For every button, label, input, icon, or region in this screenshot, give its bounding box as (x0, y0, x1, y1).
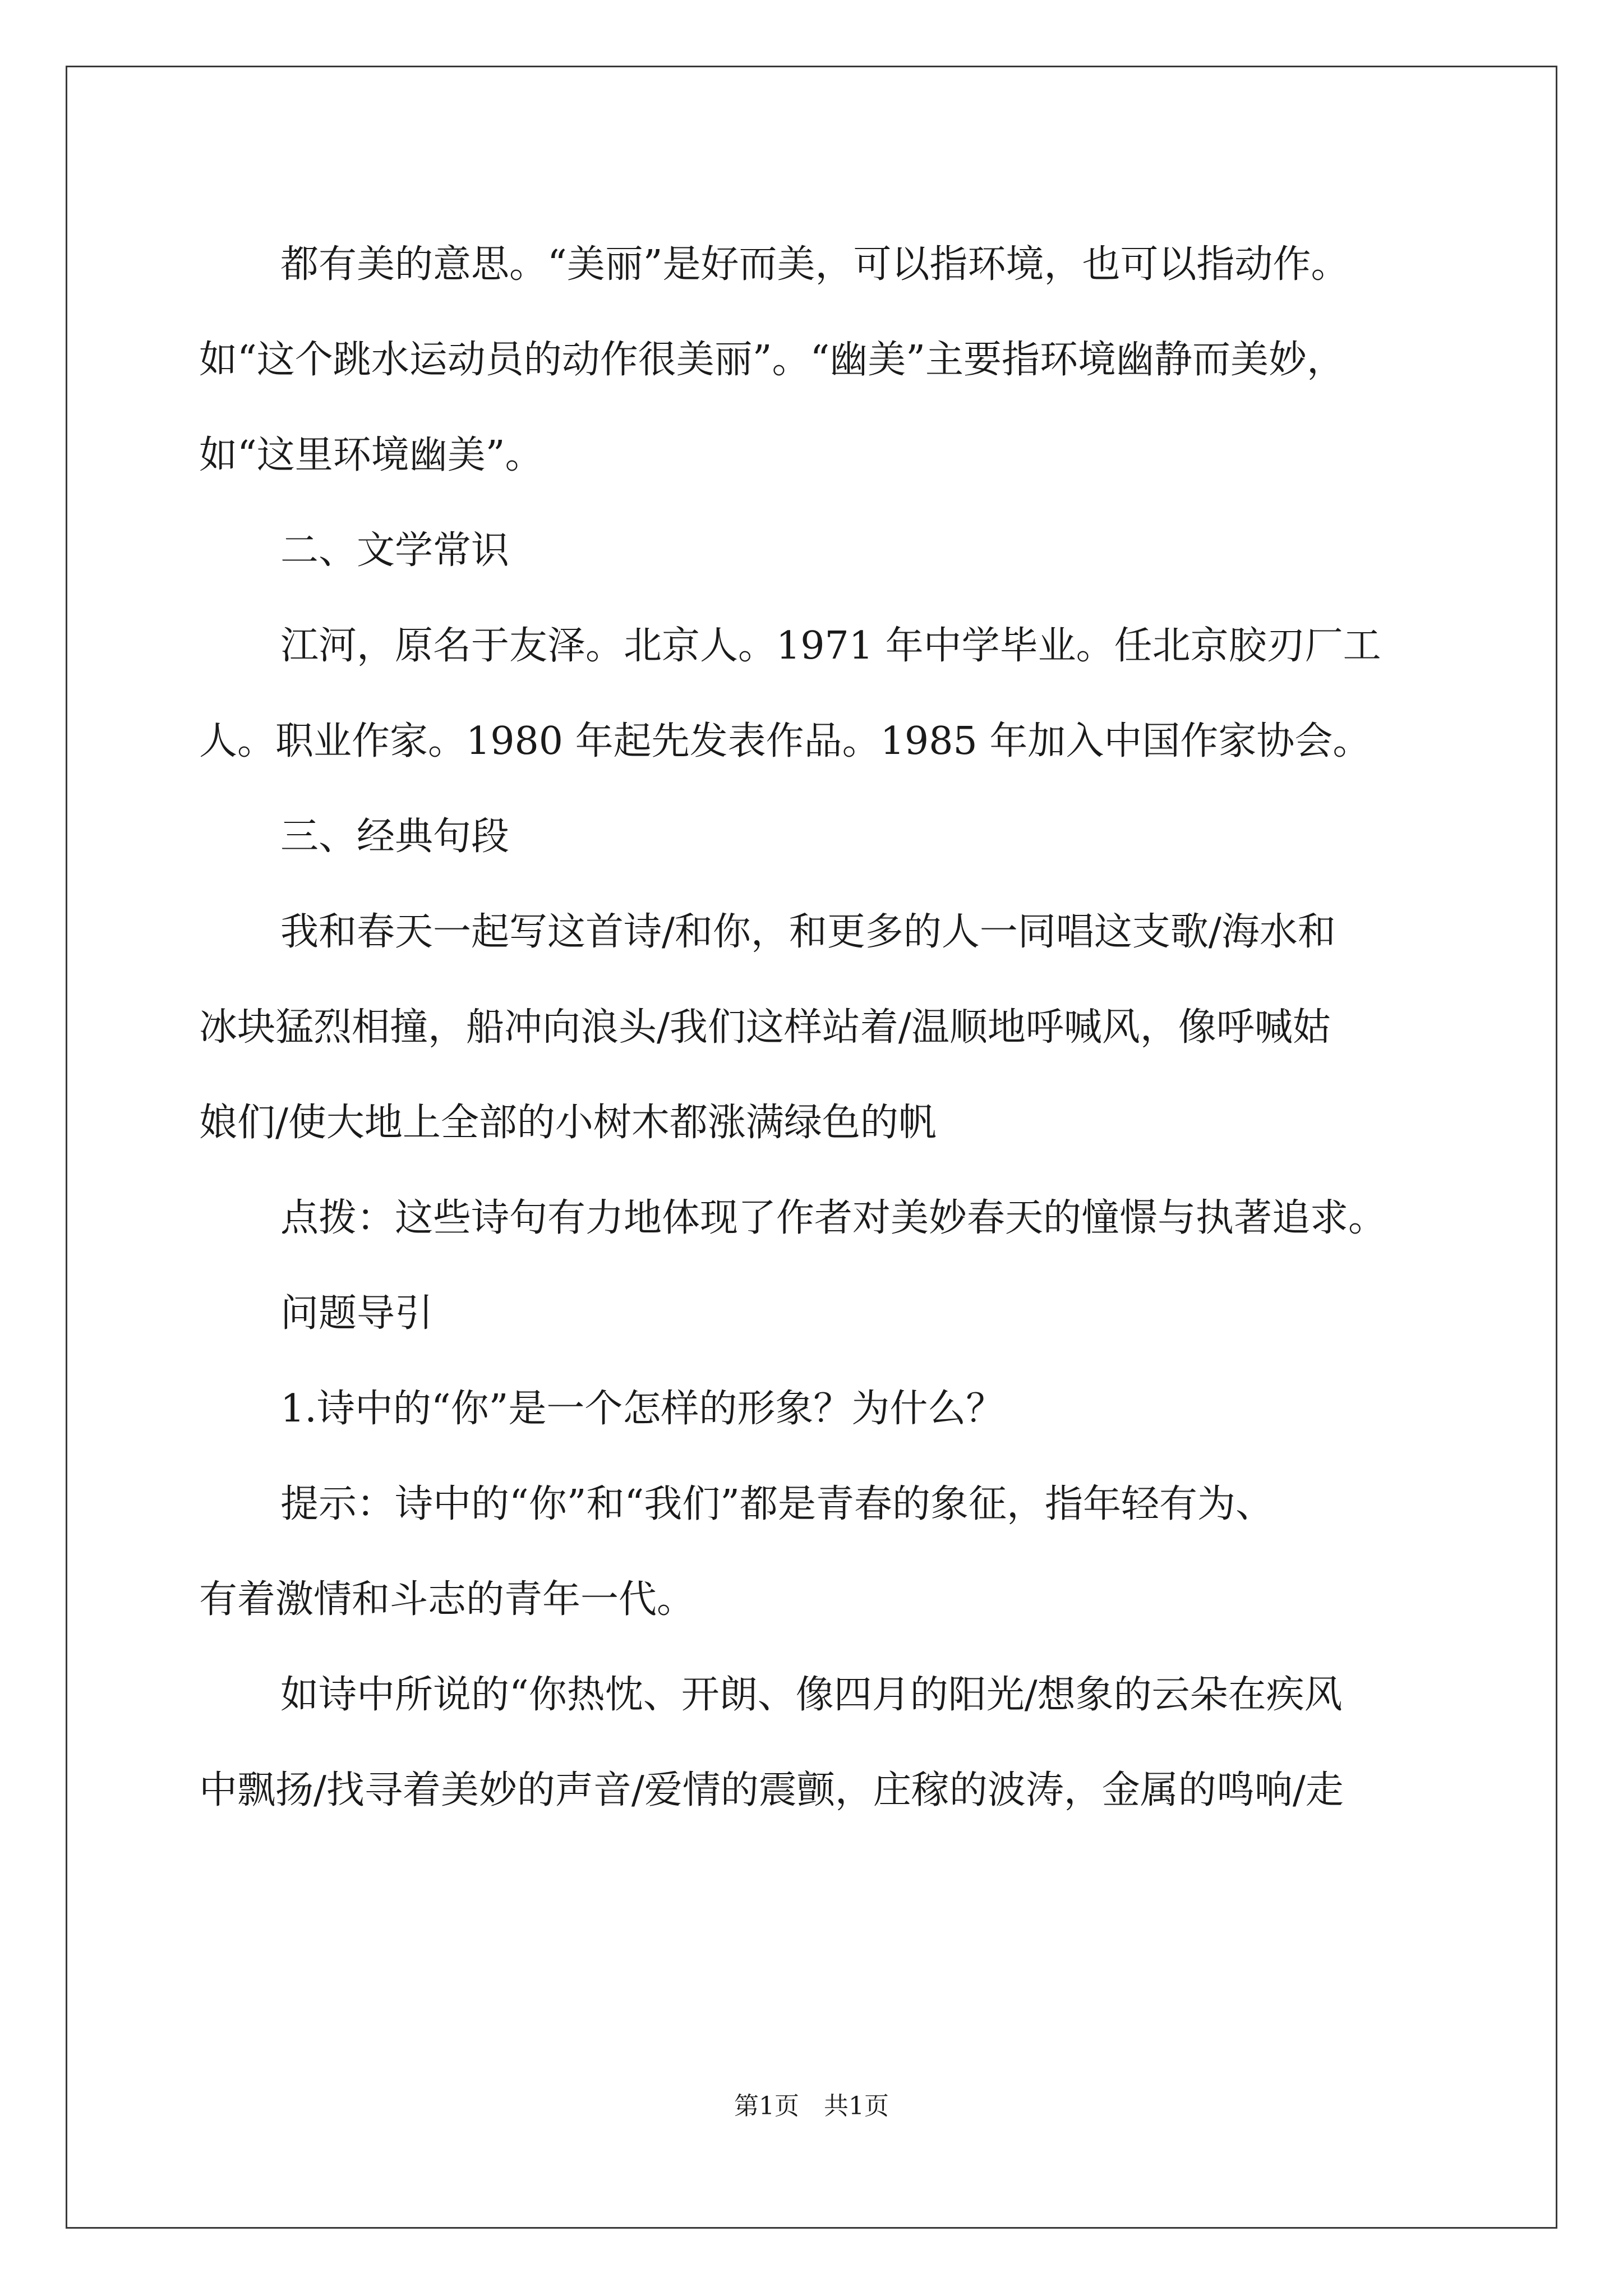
text-line: 冰块猛烈相撞，船冲向浪头/我们这样站着/温顺地呼喊风，像呼喊姑 (199, 1005, 1331, 1050)
text-line: 江河，原名于友泽。北京人。1971 年中学毕业。任北京胶刃厂工 (280, 624, 1381, 668)
text-line: 如“这里环境幽美”。 (199, 433, 543, 477)
page-number-footer: 第1页 共1页 (734, 2092, 889, 2120)
text-line: 我和春天一起写这首诗/和你，和更多的人一同唱这支歌/海水和 (280, 910, 1336, 954)
text-line: 中飘扬/找寻着美妙的声音/爱情的震颤，庄稼的波涛，金属的鸣响/走 (199, 1768, 1344, 1812)
text-line: 1.诗中的“你”是一个怎样的形象？为什么？ (280, 1387, 1004, 1431)
text-line: 点拨：这些诗句有力地体现了作者对美妙春天的憧憬与执著追求。 (280, 1196, 1387, 1240)
text-line: 如诗中所说的“你热忱、开朗、像四月的阳光/想象的云朵在疾风 (280, 1673, 1343, 1717)
text-line: 人。职业作家。1980 年起先发表作品。1985 年加入中国作家协会。 (199, 719, 1371, 763)
document-body (199, 217, 1472, 1838)
text-line: 都有美的意思。“美丽”是好而美，可以指环境，也可以指动作。 (280, 242, 1349, 287)
text-line: 有着激情和斗志的青年一代。 (199, 1577, 695, 1622)
text-line: 提示：诗中的“你”和“我们”都是青春的象征，指年轻有为、 (280, 1482, 1274, 1526)
text-line: 娘们/使大地上全部的小树木都涨满绿色的帆 (199, 1101, 937, 1145)
section-heading: 三、经典句段 (280, 815, 510, 859)
text-line: 如“这个跳水运动员的动作很美丽”。“幽美”主要指环境幽静而美妙， (199, 338, 1345, 382)
section-heading: 二、文学常识 (280, 528, 510, 573)
section-heading: 问题导引 (280, 1291, 434, 1336)
